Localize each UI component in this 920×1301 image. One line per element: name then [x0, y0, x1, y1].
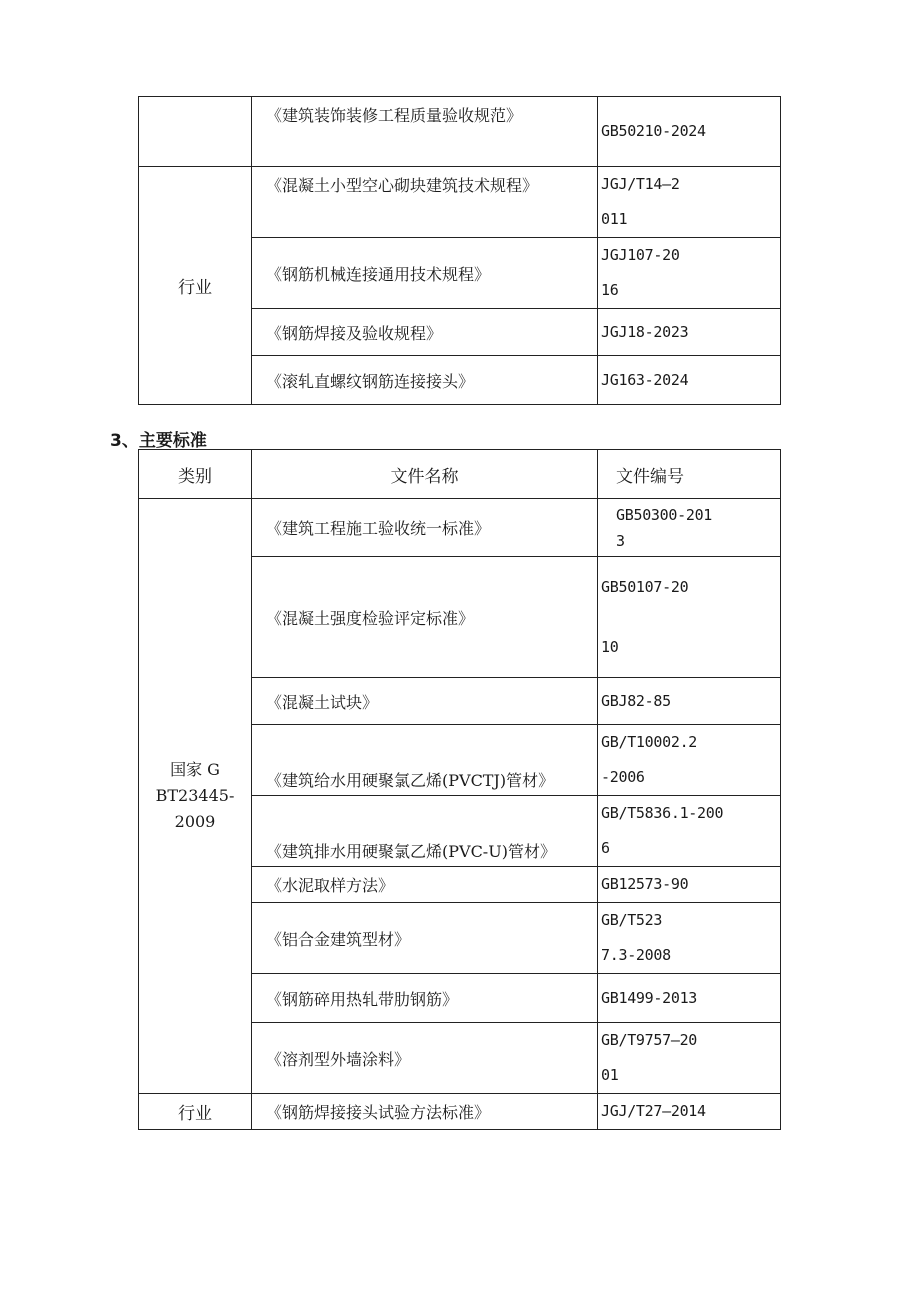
document-name: 《建筑工程施工验收统一标准》 [252, 499, 598, 557]
document-name: 《钢筋碎用热轧带肋钢筋》 [252, 974, 598, 1023]
table-row [139, 499, 781, 557]
header-category: 类别 [139, 450, 252, 499]
document-code [598, 557, 781, 678]
table-row [139, 167, 781, 238]
document-code [598, 725, 781, 796]
category-cell: 行业 [139, 167, 252, 405]
document-name: 《水泥取样方法》 [252, 867, 598, 903]
document-name: 《建筑排水用硬聚氯乙烯(PVC-U)管材》 [252, 796, 598, 867]
code-line: 10 [601, 638, 619, 656]
document-code [598, 356, 781, 405]
document-code [598, 97, 781, 167]
header-code: 文件编号 [598, 450, 781, 499]
code-line: GB50210-2024 [601, 122, 706, 140]
document-name: 《铝合金建筑型材》 [252, 903, 598, 974]
category-cell [139, 97, 252, 167]
document-name: 《混凝土强度检验评定标准》 [252, 557, 598, 678]
main-standards-table [138, 449, 781, 1130]
document-code [598, 499, 781, 557]
document-name: 《钢筋焊接及验收规程》 [252, 309, 598, 356]
document-name: 《建筑装饰装修工程质量验收规范》 [252, 97, 598, 167]
document-name: 《混凝土小型空心砌块建筑技术规程》 [252, 167, 598, 238]
code-line: JGJ107-20 [601, 246, 680, 264]
code-line: GB/T9757—20 [601, 1031, 698, 1049]
code-line: JG163-2024 [601, 370, 689, 389]
standards-table-continued [138, 96, 781, 405]
code-line: 011 [601, 210, 628, 228]
document-name: 《溶剂型外墙涂料》 [252, 1023, 598, 1094]
document-code [598, 867, 781, 903]
code-line: GB/T10002.2 [601, 733, 698, 751]
document-name: 《钢筋焊接接头试验方法标准》 [252, 1094, 598, 1130]
table-row [139, 97, 781, 167]
document-code [598, 796, 781, 867]
category-cell-national [139, 499, 252, 1094]
code-line: GBJ82-85 [601, 691, 671, 710]
code-line: GB/T523 [601, 911, 663, 929]
code-line: 16 [601, 281, 619, 299]
header-name: 文件名称 [252, 450, 598, 499]
document-code [598, 1023, 781, 1094]
document-code [598, 903, 781, 974]
document-code [598, 309, 781, 356]
document-code [598, 238, 781, 309]
code-line: GB/T5836.1-200 [601, 804, 724, 822]
document-code [598, 974, 781, 1023]
code-line: GB12573-90 [601, 875, 689, 893]
table-row [139, 1094, 781, 1130]
category-line: 国家 G [170, 760, 220, 779]
code-line: JGJ18-2023 [601, 322, 689, 341]
code-line: 01 [601, 1066, 619, 1084]
document-name: 《混凝土试块》 [252, 678, 598, 725]
code-line: JGJ/T27—2014 [601, 1102, 706, 1120]
code-line: 3 [616, 531, 625, 550]
document-name: 《建筑给水用硬聚氯乙烯(PVCTJ)管材》 [252, 725, 598, 796]
code-line: 7.3-2008 [601, 946, 671, 964]
category-line: 2009 [174, 812, 216, 831]
category-cell-industry: 行业 [139, 1094, 252, 1130]
section-heading: 3、主要标准 [110, 431, 207, 451]
document-code [598, 167, 781, 238]
table-header-row [139, 450, 781, 499]
document-code [598, 678, 781, 725]
code-line: JGJ/T14—2 [601, 175, 680, 193]
document-code [598, 1094, 781, 1130]
document-name: 《钢筋机械连接通用技术规程》 [252, 238, 598, 309]
code-line: GB1499-2013 [601, 988, 698, 1007]
category-line: BT23445- [155, 786, 235, 805]
code-line: -2006 [601, 768, 645, 786]
code-line: GB50107-20 [601, 578, 689, 596]
code-line: 6 [601, 839, 610, 857]
document-name: 《滚轧直螺纹钢筋连接接头》 [252, 356, 598, 405]
code-line: GB50300-201 [616, 505, 713, 524]
